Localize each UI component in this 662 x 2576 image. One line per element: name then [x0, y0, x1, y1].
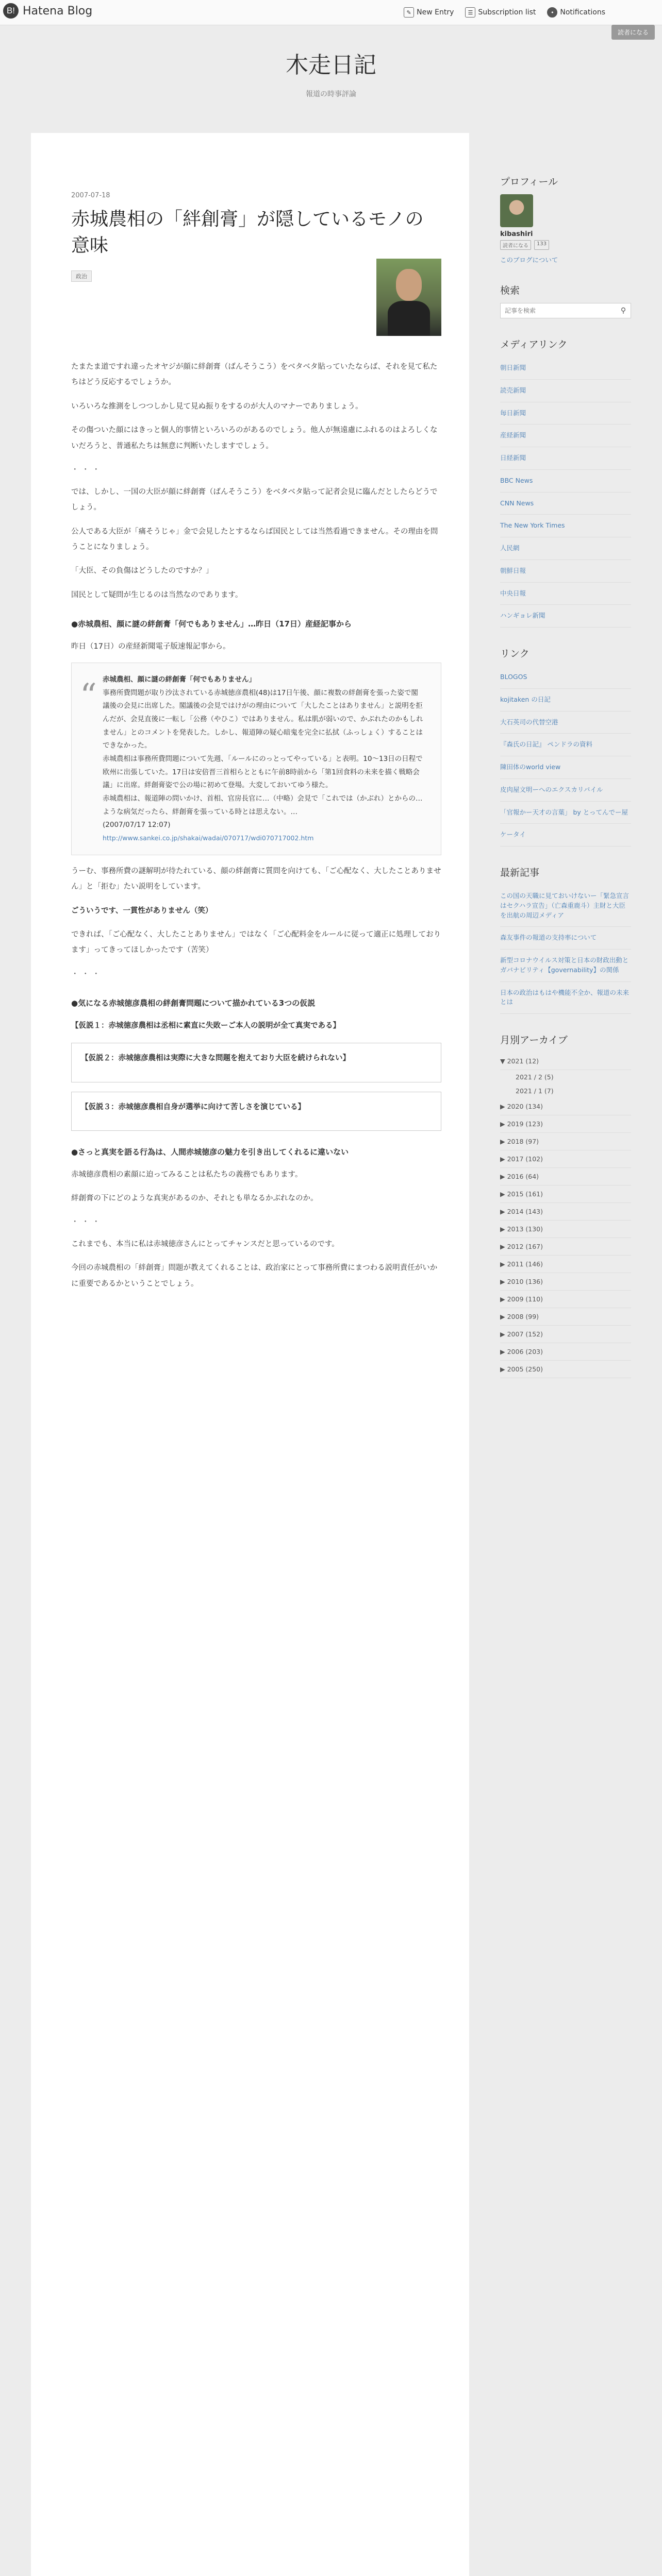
quote-body: 事務所費問題が取り沙汰されている赤城徳彦農相(48)は17日午後、顔に複数の絆創膏を張った姿で閣議後の会見に出席した。閣議後の会見ではけがの理由について「大したことはありません」と説明を拒んだが、会見直後に一転し「公務（やひこ）ではありません。私は肌が弱いので、かぶれたのかもしれません」とのコメントを発表した。しかし、報道陣の疑心暗鬼を完全に払拭（ふっしょく）することはできなかった。: [103, 688, 423, 750]
archive-year[interactable]: ▶ 2017 (102): [500, 1150, 631, 1168]
entry: [71, 181, 441, 1300]
hypothesis-heading: 【仮説２：赤城徳彦農相は実際に大きな問題を抱えており大臣を続けられない】: [81, 1054, 350, 1063]
main-column: [31, 174, 469, 2576]
media-link[interactable]: 産経新聞: [500, 425, 631, 447]
media-link-list: [500, 357, 631, 628]
paragraph: できれば、「ご心配なく、大したことありません」ではなく「ご心配料金をルールに従って適正に処理しております」ってきってほしかったです（苦笑）: [71, 930, 441, 955]
media-link[interactable]: BBC News: [500, 470, 631, 493]
subscriber-count-badge: 133: [534, 240, 549, 250]
archive-year[interactable]: ▶ 2009 (110): [500, 1291, 631, 1308]
module-title: 検索: [500, 285, 520, 296]
media-links-module: [500, 337, 631, 628]
paragraph: これまでも、本当に私は赤城徳彦さんにとってチャンスだと思っているのです。: [71, 1240, 339, 1248]
paragraph: では、しかし、一国の大臣が顔に絆創膏（ばんそうこう）をベタベタ貼って記者会見に臨んだとしたらどうでしょう。: [71, 487, 438, 512]
news-quote: [71, 663, 441, 855]
search-module: [500, 283, 631, 318]
header-nav: [404, 7, 605, 18]
subscription-list-label: Subscription list: [478, 8, 536, 16]
section-heading: ●気になる赤城徳彦農相の絆創膏問題について描かれている3つの仮説: [71, 998, 316, 1008]
blog-description: 報道の時事評論: [306, 90, 356, 98]
module-title: リンク: [500, 648, 529, 659]
link-list: [500, 666, 631, 846]
paragraph: うーむ、事務所費の謎解明が待たれている、顔の絆創膏に質問を向けても、「ご心配なく、大したことありません」と「拒む」たい説明をしています。: [71, 867, 441, 891]
hypothesis-heading: 【仮説３：赤城徳彦農相自身が選挙に向けて苦しさを演じている】: [81, 1103, 305, 1111]
search-icon[interactable]: ⚲: [620, 307, 626, 315]
new-entry-link[interactable]: [404, 7, 454, 18]
entry-title[interactable]: 赤城農相の「絆創膏」が隠しているモノの意味: [71, 208, 424, 256]
pencil-icon: ✎: [404, 7, 414, 18]
link-item[interactable]: 皮肉屋文明ーへのエクスカリバイル: [500, 779, 631, 802]
recent-entries-module: [500, 865, 631, 1014]
hatena-logo-icon: B!: [3, 3, 19, 19]
paragraph: 昨日（17日）の産経新聞電子版速報記事から。: [71, 642, 230, 651]
paragraph: 国民として疑問が生じるのは当然なのであります。: [71, 590, 243, 599]
media-link[interactable]: CNN News: [500, 493, 631, 515]
blog-title[interactable]: 木走日記: [286, 52, 376, 78]
category-tag[interactable]: 政治: [71, 270, 92, 282]
media-link[interactable]: 読売新聞: [500, 380, 631, 402]
quote-date: (2007/07/17 12:07): [103, 821, 171, 829]
global-header: [0, 0, 662, 25]
paragraph: その傷ついた顔にはきっと個人的事情といろいろのがあるのでしょう。他人が無遠慮にふれるのはよろしくないだろうと、普通私たちは無意に判断いたしますでしょう。: [71, 426, 438, 450]
archive-year[interactable]: ▶ 2008 (99): [500, 1308, 631, 1326]
paragraph: たまたま道ですれ違ったオヤジが顔に絆創膏（ばんそうこう）をベタベタ貼っていたならば、それを見て私たちはどう反応するでしょうか。: [71, 363, 438, 387]
archive-list: [500, 1053, 631, 1378]
archive-year[interactable]: ▶ 2011 (146): [500, 1256, 631, 1273]
link-item[interactable]: BLOGOS: [500, 666, 631, 689]
recent-entry[interactable]: この国の天職に見ておいけないー「緊急宣言はセクハラ宣告」（亡森重鹿斗）主財と大臣を出航の周辺メディア: [500, 885, 631, 927]
ad-slot: [31, 133, 469, 174]
media-link[interactable]: 朝日新聞: [500, 357, 631, 380]
about-blog-link[interactable]: このブログについて: [500, 256, 558, 264]
separator: ・・・: [71, 970, 103, 978]
quote-body: 赤城農相は事務所費問題について先週、「ルールにのっとってやっている」と表明。10〜13日の日程で欧州に出張していた。17日は安倍晋三首相らとともに午前8時前から「第1回食料の未来を描く戦略会議」に出席。絆創膏姿で公の場に初めて登場。大変しておいてゆう様た。: [103, 755, 423, 790]
separator: ・・・: [71, 466, 103, 474]
quote-title: 赤城農相、顔に謎の絆創膏「何でもありません」: [103, 675, 256, 684]
links-module: [500, 646, 631, 846]
archive-year[interactable]: ▶ 2018 (97): [500, 1133, 631, 1150]
hypothesis-heading: 【仮説１：赤城徳彦農相は丞相に素直に失敗ーご本人の説明が全て真実である】: [71, 1021, 340, 1030]
search-input[interactable]: [501, 303, 616, 318]
paragraph: いろいろな推測をしつつしかし見て見ぬ振りをするのが大人のマナーでありましょう。: [71, 402, 363, 411]
separator: ・・・: [71, 1218, 103, 1227]
media-link[interactable]: ハンギョレ新聞: [500, 605, 631, 628]
photo-body: [388, 301, 430, 336]
quote-mark-icon: “: [80, 677, 97, 716]
paragraph: ごういうです、一貫性がありません（笑）: [71, 906, 213, 915]
media-link[interactable]: 中央日報: [500, 583, 631, 605]
media-link[interactable]: 朝鮮日報: [500, 560, 631, 583]
paragraph: 公人である大臣が「痛そうじゃ」金で会見したとするならば国民としては当然看過できません。その理由を問うことになりましょう。: [71, 527, 438, 551]
minister-photo: [376, 259, 441, 336]
archive-month[interactable]: 2021 / 1 (7): [516, 1087, 554, 1095]
link-item[interactable]: 『森氏の日記』 ペンドラの資料: [500, 734, 631, 756]
recent-entry[interactable]: 日本の政治はもはや機能不全か、報道の未来とは: [500, 982, 631, 1014]
archive-month[interactable]: 2021 / 2 (5): [516, 1073, 554, 1081]
archive-year[interactable]: ▶ 2019 (123): [500, 1115, 631, 1133]
media-link[interactable]: 人民網: [500, 537, 631, 560]
quote-source-link[interactable]: http://www.sankei.co.jp/shakai/wadai/070717/wdi070717002.htm: [103, 834, 314, 842]
link-item[interactable]: 「官報かー天才の言葉」 by とってんでー屋: [500, 802, 631, 824]
recent-entry-list: [500, 885, 631, 1014]
subscribe-badge[interactable]: 読者になる: [500, 240, 531, 250]
sidebar: [500, 174, 631, 1397]
archive-year[interactable]: ▶ 2014 (143): [500, 1203, 631, 1221]
archive-module: [500, 1032, 631, 1378]
archive-year[interactable]: ▶ 2010 (136): [500, 1273, 631, 1291]
archive-year[interactable]: ▶ 2006 (203): [500, 1343, 631, 1361]
logo-text: Hatena Blog: [23, 4, 93, 18]
notifications-label: Notifications: [560, 8, 605, 16]
subscribe-button[interactable]: 読者になる: [611, 25, 655, 40]
archive-year[interactable]: ▶ 2020 (134): [500, 1098, 631, 1115]
recent-entry[interactable]: 新型コロナウイルス対策と日本の財政出動とガバナビリティ【governability】の関係: [500, 950, 631, 982]
module-title: メディアリンク: [500, 339, 568, 350]
entry-date[interactable]: 2007-07-18: [71, 192, 110, 199]
media-link[interactable]: 日経新聞: [500, 447, 631, 470]
paragraph: 絆創膏の下にどのような真実があるのか、それとも単なるかぶれなのか。: [71, 1194, 318, 1202]
new-entry-label: New Entry: [417, 8, 454, 16]
link-item[interactable]: ケータイ: [500, 824, 631, 846]
archive-year[interactable]: ▶ 2015 (161): [500, 1185, 631, 1203]
link-item[interactable]: 陳田体のworld view: [500, 756, 631, 779]
user-name[interactable]: kibashiri: [500, 230, 533, 238]
avatar[interactable]: [500, 194, 533, 227]
archive-year[interactable]: ▶ 2007 (152): [500, 1326, 631, 1343]
paragraph: 赤城徳彦農相の素顔に迫ってみることは私たちの義務でもあります。: [71, 1170, 303, 1179]
archive-year[interactable]: ▶ 2016 (64): [500, 1168, 631, 1185]
recent-entry[interactable]: 森友事件の報道の支持率について: [500, 927, 631, 950]
paragraph: 「大臣、その負傷はどうしたのですか？」: [71, 567, 213, 575]
module-title: 最新記事: [500, 867, 540, 878]
module-title: 月別アーカイブ: [500, 1035, 568, 1046]
archive-year[interactable]: ▶ 2012 (167): [500, 1238, 631, 1256]
user-badges: [500, 240, 631, 250]
profile-module: [500, 174, 631, 264]
hypothesis-box: [71, 1092, 441, 1131]
notifications-link[interactable]: [547, 7, 605, 18]
link-item[interactable]: 大石英司の代替空港: [500, 711, 631, 734]
module-title: プロフィール: [500, 176, 558, 188]
entry-body: [71, 359, 441, 1292]
section-heading: ●赤城農相、顔に謎の絆創膏「何でもありません」…昨日（17日）産経記事から: [71, 619, 352, 629]
section-heading: ●さっと真実を語る行為は、人間赤城徳彦の魅力を引き出してくれるに違いない: [71, 1147, 349, 1157]
hatena-blog-logo[interactable]: [3, 3, 92, 19]
archive-year[interactable]: ▶ 2005 (250): [500, 1361, 631, 1378]
archive-year[interactable]: ▶ 2013 (130): [500, 1221, 631, 1238]
media-link[interactable]: 毎日新聞: [500, 402, 631, 425]
paragraph: 今回の赤城農相の「絆創膏」問題が教えてくれることは、政治家にとって事務所費にまつわる説明責任がいかに重要であるかということでしょう。: [71, 1264, 438, 1288]
bell-icon: •: [547, 7, 557, 18]
list-icon: ☰: [465, 7, 475, 18]
subscription-list-link[interactable]: [465, 7, 536, 18]
quote-body: 赤城農相は、報道陣の問いかけ、首相、官房長官に…（中略）会見で「これでは（かぶれ）とからの…ような病気だったら、絆創膏を張っている時とは思えない。…: [103, 794, 423, 816]
search-box: [500, 303, 631, 318]
archive-year[interactable]: ▼ 2021 (12): [500, 1053, 631, 1070]
media-link[interactable]: The New York Times: [500, 515, 631, 537]
link-item[interactable]: kojitaken の日記: [500, 689, 631, 711]
photo-face: [396, 269, 422, 301]
hypothesis-box: [71, 1043, 441, 1082]
